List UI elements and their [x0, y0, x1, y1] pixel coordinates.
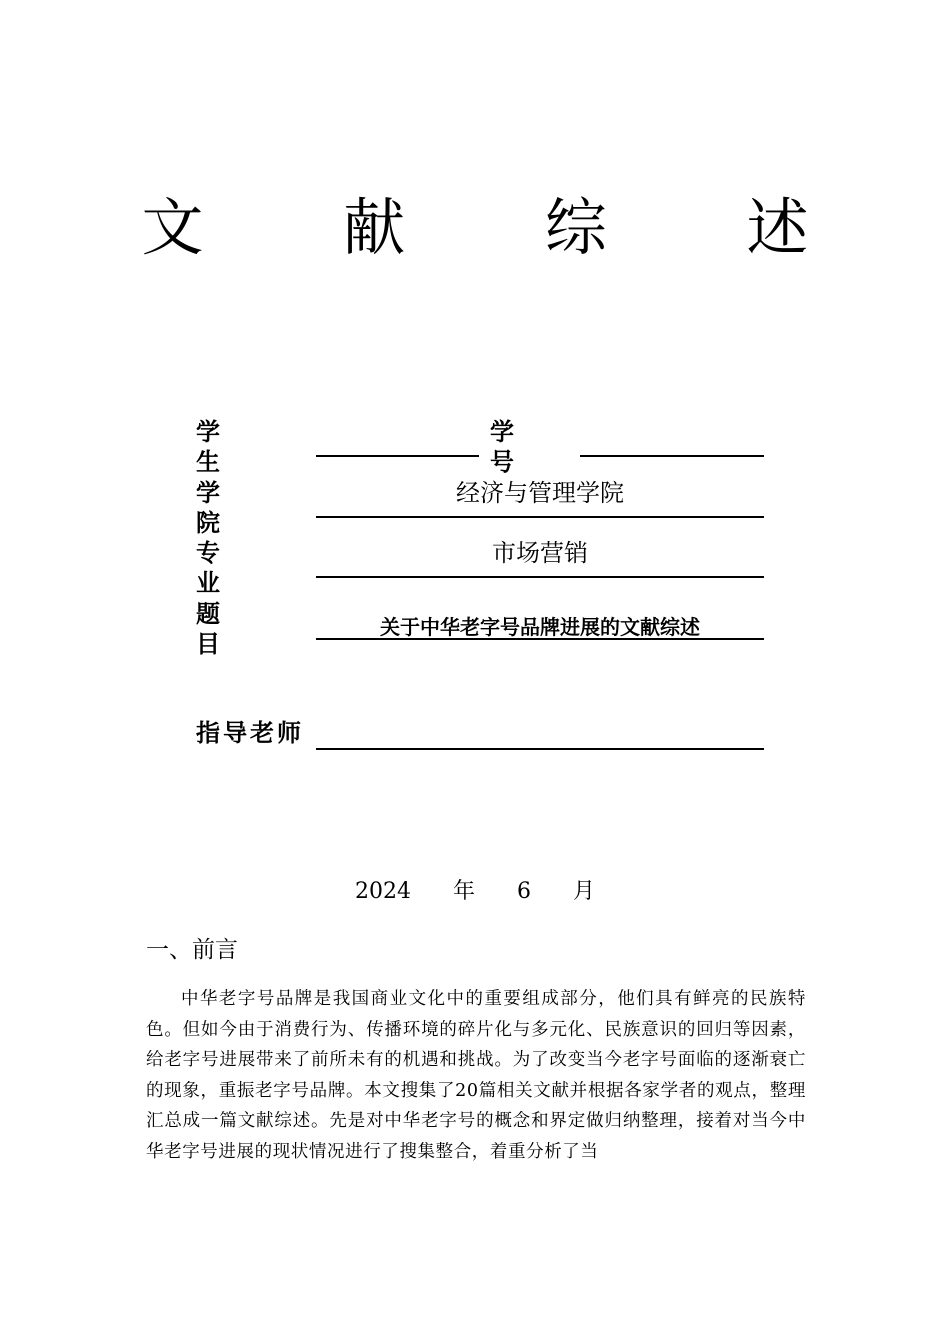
- date-line: [0, 876, 950, 908]
- advisor-underline: [316, 748, 764, 750]
- date-year: 2024: [354, 879, 411, 904]
- major-value: 市场营销: [492, 539, 588, 567]
- major-underline: [316, 576, 764, 578]
- college-label: 学 院: [196, 479, 280, 537]
- student-label: 学 生: [196, 418, 280, 476]
- date-year-unit: 年: [452, 879, 475, 904]
- body-paragraph: 中华老字号品牌是我国商业文化中的重要组成部分，他们具有鲜亮的民族特色。但如今由于消费行为、传播环境的碎片化与多元化、民族意识的回归等因素，给老字号进展带来了前所未有的机遇和挑战。为了改变当今老字号面临的逐渐衰亡的现象，重振老字号品牌。本文搜集了20篇相关文献并根据各家学者的观点，整理汇总成一篇文献综述。先是对中华老字号的概念和界定做归纳整理，接着对当今中华老字号进展的现状情况进行了搜集整合，着重分析了当: [146, 989, 806, 1162]
- college-underline: [316, 516, 764, 518]
- date-month: 6: [517, 879, 531, 904]
- student-underline: [316, 455, 479, 457]
- student-id-label: 学 号: [490, 418, 548, 476]
- topic-underline: [316, 638, 764, 640]
- advisor-label: 指导老师: [196, 719, 304, 747]
- document-title: 文 献 综 述: [141, 191, 869, 264]
- topic-label: 题 目: [196, 600, 280, 658]
- major-label: 专 业: [196, 539, 280, 597]
- section-heading: 一、前言: [146, 937, 238, 963]
- topic-value: 关于中华老字号品牌进展的文献综述: [380, 615, 700, 639]
- college-value: 经济与管理学院: [456, 479, 624, 507]
- date-month-unit: 月: [573, 879, 596, 904]
- student-id-underline: [580, 455, 764, 457]
